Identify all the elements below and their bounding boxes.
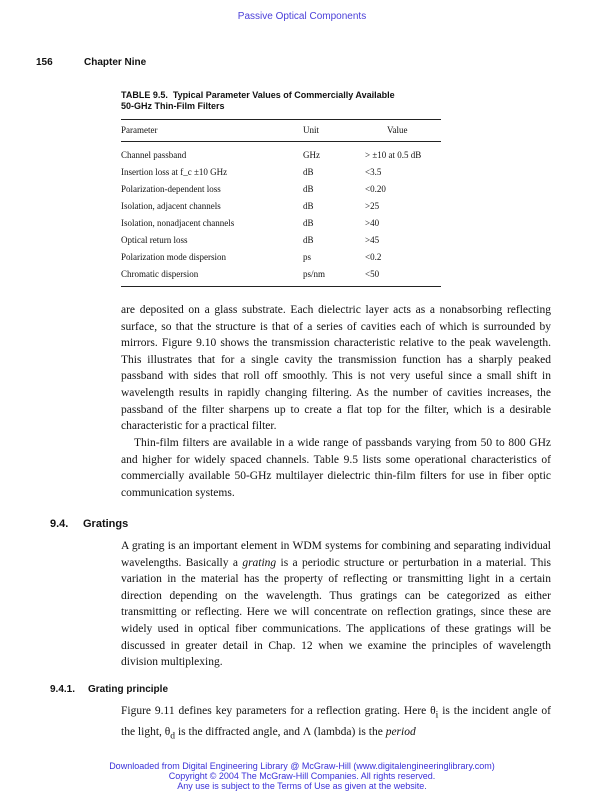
- table-row: [121, 147, 441, 164]
- table-cell: Polarization mode dispersion: [121, 252, 226, 262]
- section-heading-gratings: [50, 518, 128, 530]
- table-cell: dB: [303, 218, 314, 228]
- table-header-cell: Parameter: [121, 125, 158, 135]
- footer-copyright: Copyright © 2004 The McGraw-Hill Companies. All rights reserved.: [168, 771, 436, 781]
- subsection-title: Grating principle: [88, 684, 169, 695]
- paragraph-text: is a periodic structure or perturbation in a material. This variation in the material has the property of reflecting or transmitting light in a certain direction depending on the wavelength. Thus gratings can be categorized as either transmitting or reflecting. Here we will concentrate on reflection gratings, since these are widely used in optical fiber communications. The applications of these gratings will be discussed in greater detail in Chap. 12 when we examine the principles of wavelength division multiplexing.: [121, 556, 551, 669]
- footer: [0, 761, 604, 791]
- table-label: TABLE 9.5.: [121, 90, 168, 100]
- paragraph-thin-film-passbands: Thin-film filters are available in a wide range of passbands varying from 50 to 800 GHz and higher for widely spaced channels. Table 9.5 lists some operational characteristics of commercially available 50-GHz multilayer dielectric thin-film filters for use in fiber optic communication systems.: [121, 437, 551, 499]
- term-grating: grating: [242, 556, 277, 569]
- table-cell: Channel passband: [121, 150, 187, 160]
- table-cell: Isolation, adjacent channels: [121, 201, 221, 211]
- table-cell: GHz: [303, 150, 320, 160]
- paragraph-text: Figure 9.11 defines key parameters for a reflection grating. Here θ: [121, 705, 436, 717]
- subsection-number: 9.4.1.: [50, 684, 76, 695]
- table-cell: dB: [303, 167, 314, 177]
- table-header-cell: Value: [387, 125, 408, 135]
- page-header: [36, 57, 146, 68]
- table-cell: Optical return loss: [121, 235, 188, 245]
- table-body: [121, 142, 441, 286]
- table-row: [121, 181, 441, 198]
- table-row: [121, 215, 441, 232]
- table-header-row: [121, 120, 441, 141]
- paragraph-thin-film-cavities: are deposited on a glass substrate. Each dielectric layer acts as a nonabsorbing reflecting surface, so that the structure is that of a series of cavities each of which is surrounded by mirrors. Figure 9.10 shows the transmission characteristic relative to the peak wavelength. This illustrates that for a single cavity the transmission function has a sharply peaked passband with sides that roll off smoothly. This is not very useful since a small shift in wavelength results in rapidly changing filtering. As the number of cavities increases, the passband of the filter sharpens up to create a flat top for the filter, which is a desirable characteristic for a practical filter.: [121, 304, 551, 433]
- table-cell: ps: [303, 252, 312, 262]
- table-cell: >25: [365, 201, 380, 211]
- table-cell: Isolation, nonadjacent channels: [121, 218, 235, 228]
- table-rule-bottom: [121, 286, 441, 287]
- table-cell: dB: [303, 184, 314, 194]
- table-row: [121, 198, 441, 215]
- page-number: 156: [36, 57, 53, 68]
- table-row: [121, 266, 441, 283]
- table-cell: <0.2: [365, 252, 382, 262]
- chapter-title: Chapter Nine: [84, 57, 147, 68]
- table-row: [121, 249, 441, 266]
- table-row: [121, 232, 441, 249]
- footer-download-link[interactable]: Downloaded from Digital Engineering Library @ McGraw-Hill (www.digitalengineeringlibrary.com): [109, 761, 495, 771]
- table-caption-line1: Typical Parameter Values of Commercially Available: [172, 90, 395, 100]
- table-caption: [121, 90, 441, 112]
- table-cell: >45: [365, 235, 380, 245]
- section-heading-grating-principle: [50, 684, 168, 695]
- table-9-5: [121, 90, 441, 287]
- paragraph-grating-intro: [121, 538, 551, 671]
- section-number: 9.4.: [50, 518, 69, 530]
- table-cell: <0.20: [365, 184, 386, 194]
- table-cell: > ±10 at 0.5 dB: [365, 150, 422, 160]
- paragraph-text: is the diffracted angle, and Λ (lambda) is the: [175, 725, 386, 738]
- footer-terms-link[interactable]: Any use is subject to the Terms of Use as given at the website.: [177, 781, 427, 791]
- table-header-cell: Unit: [303, 125, 320, 135]
- table-cell: Insertion loss at f_c ±10 GHz: [121, 167, 228, 177]
- subscript-i: i: [435, 709, 439, 721]
- table-cell: ps/nm: [303, 269, 326, 279]
- section-title: Gratings: [83, 518, 129, 530]
- paragraph-text: A grating is an important element in WDM systems for combining and separating individual wavelengths. Basically a: [121, 540, 551, 569]
- table-cell: <50: [365, 269, 380, 279]
- table-cell: Polarization-dependent loss: [121, 184, 221, 194]
- running-header: Passive Optical Components: [237, 11, 367, 22]
- table-cell: Chromatic dispersion: [121, 269, 199, 279]
- paragraph-text: is the incident angle of the light, θ: [121, 705, 551, 738]
- table-cell: dB: [303, 201, 314, 211]
- table-cell: >40: [365, 218, 380, 228]
- table-cell: dB: [303, 235, 314, 245]
- table-caption-line2: 50-GHz Thin-Film Filters: [121, 101, 225, 111]
- paragraph-grating-parameters: [121, 703, 551, 745]
- subscript-d: d: [170, 730, 176, 742]
- term-period: period: [385, 725, 416, 738]
- table-cell: <3.5: [365, 167, 382, 177]
- table-row: [121, 164, 441, 181]
